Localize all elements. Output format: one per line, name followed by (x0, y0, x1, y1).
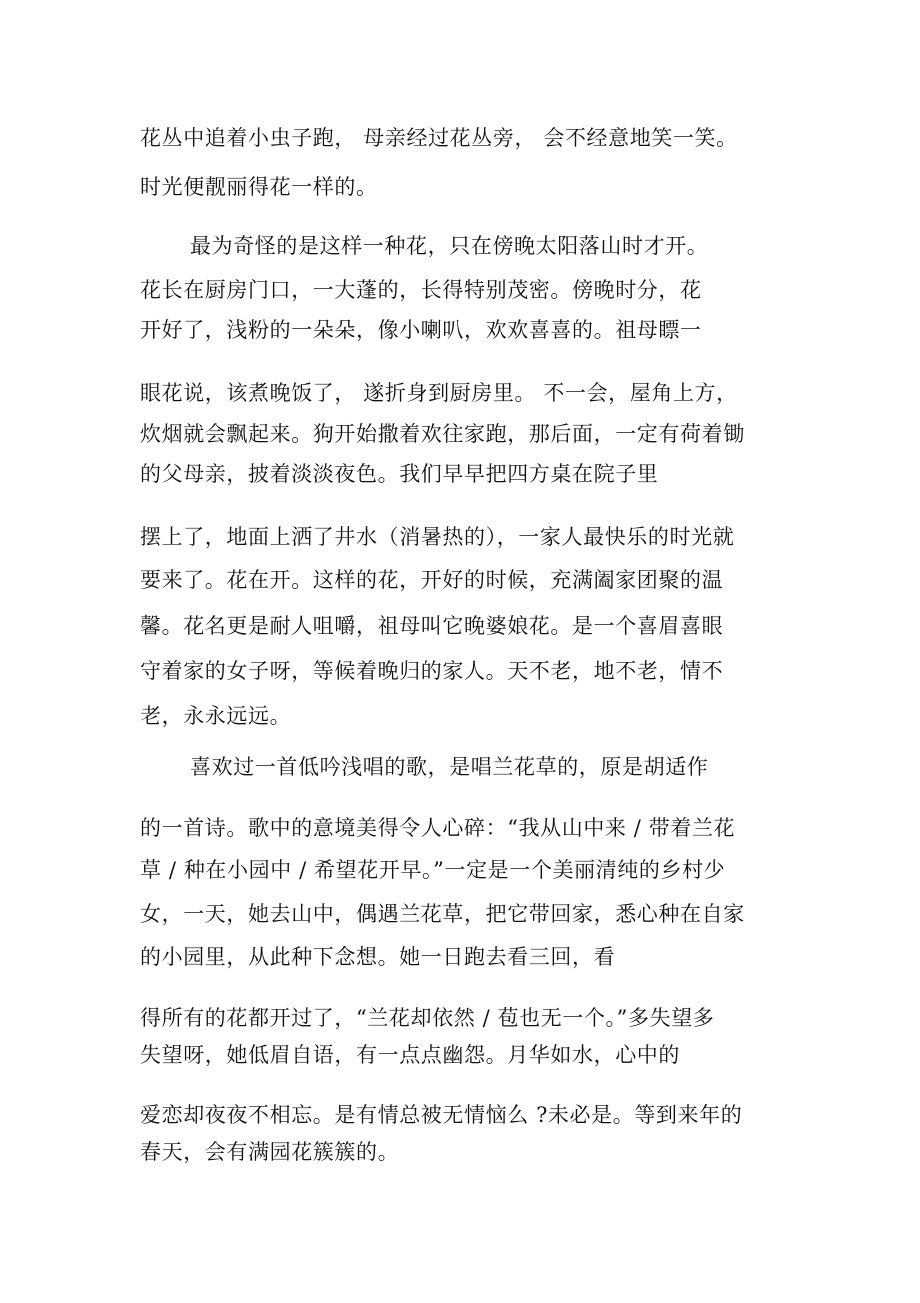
text-line: 的小园里，从此种下念想。她一日跑去看三回，看 (140, 945, 616, 969)
text-line: 女，一天，她去山中，偶遇兰花草，把它带回家，悉心种在自家 (140, 902, 745, 926)
text-line: 眼花说，该煮晚饭了， 遂折身到厨房里。 不一会，屋角上方， (140, 381, 738, 405)
text-line: 开好了，浅粉的一朵朵，像小喇叭，欢欢喜喜的。祖母瞟一 (140, 318, 702, 342)
text-line: 要来了。花在开。这样的花，开好的时候，充满阖家团聚的温 (140, 568, 724, 592)
text-line: 炊烟就会飘起来。狗开始撒着欢往家跑，那后面，一定有荷着锄 (140, 422, 745, 446)
text-line: 的父母亲，披着淡淡夜色。我们早早把四方桌在院子里 (140, 462, 659, 486)
paragraph-first-line: 喜欢过一首低吟浅唱的歌，是唱兰花草的，原是胡适作 (190, 755, 709, 779)
text-line: 老，永永远远。 (140, 704, 292, 728)
text-line: 守着家的女子呀，等候着晚归的家人。天不老，地不老，情不 (140, 659, 724, 683)
text-line: 的一首诗。歌中的意境美得令人心碎：“我从山中来 / 带着兰花 (140, 816, 736, 840)
text-line: 得所有的花都开过了，“兰花却依然 / 苞也无一个。”多失望多 (140, 1006, 715, 1030)
text-line: 花丛中追着小虫子跑， 母亲经过花丛旁， 会不经意地笑一笑。 (140, 126, 738, 150)
text-line: 花长在厨房门口，一大蓬的，长得特别茂密。傍晚时分，花 (140, 278, 702, 302)
text-line: 草 / 种在小园中 / 希望花开早。”一定是一个美丽清纯的乡村少 (140, 858, 726, 882)
text-line: 时光便靓丽得花一样的。 (140, 175, 378, 199)
paragraph-first-line: 最为奇怪的是这样一种花，只在傍晚太阳落山时才开。 (190, 234, 709, 258)
text-line: 春天，会有满园花簇簇的。 (140, 1140, 400, 1164)
text-line: 失望呀，她低眉自语，有一点点幽怨。月华如水，心中的 (140, 1043, 680, 1067)
text-line: 摆上了，地面上洒了井水（消暑热的），一家人最快乐的时光就 (140, 525, 735, 549)
text-line: 爱恋却夜夜不相忘。是有情总被无情恼么 ?未必是。等到来年的 (140, 1103, 743, 1127)
text-line: 馨。花名更是耐人咀嚼，祖母叫它晚婆娘花。是一个喜眉喜眼 (140, 614, 724, 638)
